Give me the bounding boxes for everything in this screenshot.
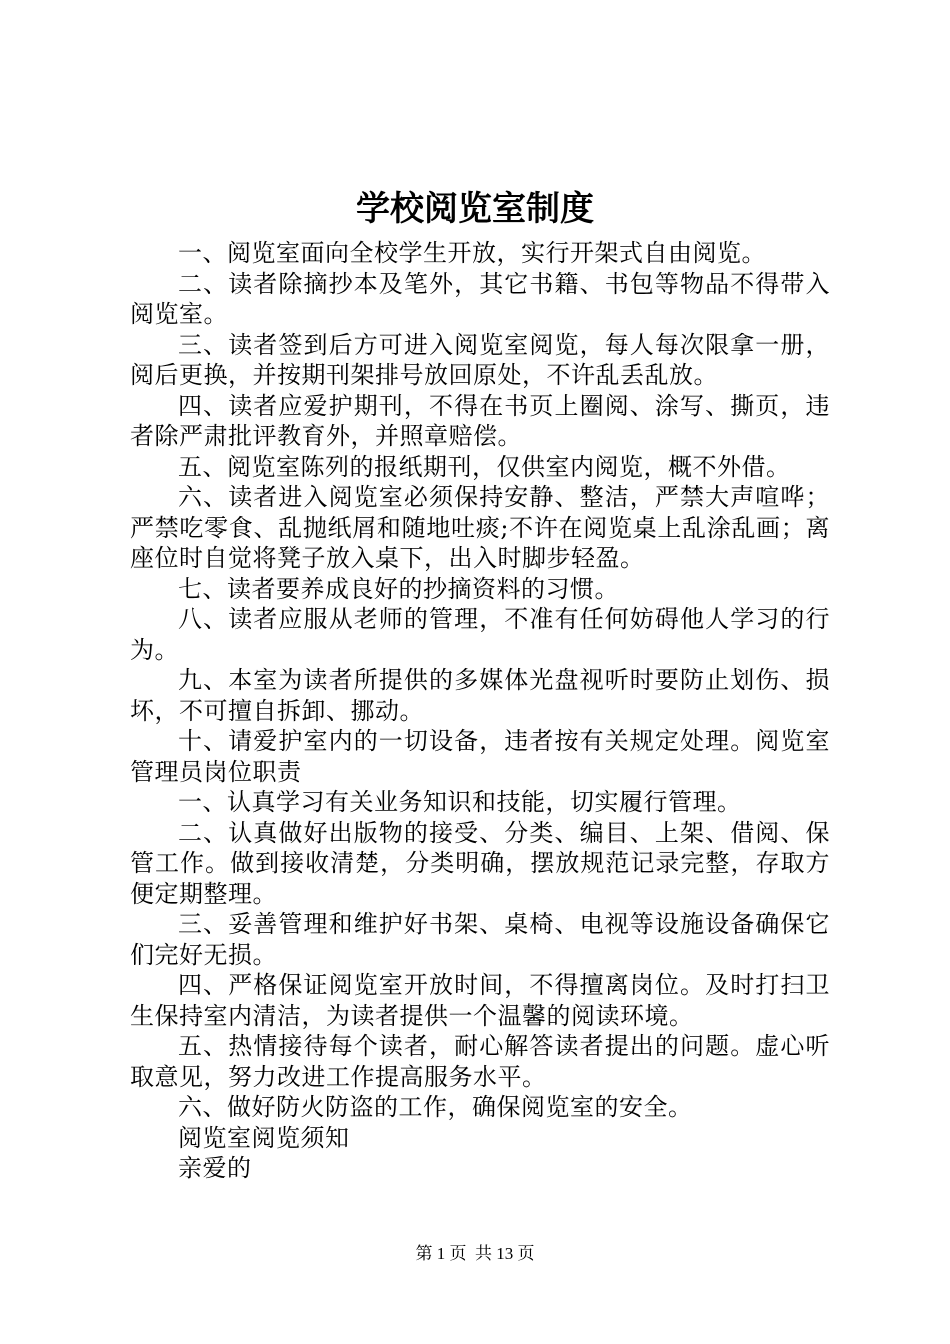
paragraph: 六、读者进入阅览室必须保持安静、整洁，严禁大声喧哗；严禁吃零食、乱抛纸屑和随地吐痰;不许在阅览桌上乱涂乱画；离座位时自觉将凳子放入桌下，出入时脚步轻盈。 [130, 483, 830, 572]
page-footer [0, 1242, 950, 1266]
page-number: 第 1 页 [415, 1244, 467, 1263]
paragraph: 四、严格保证阅览室开放时间，不得擅离岗位。及时打扫卫生保持室内清洁，为读者提供一个温馨的阅读环境。 [130, 971, 830, 1030]
paragraph: 二、认真做好出版物的接受、分类、编目、上架、借阅、保管工作。做到接收清楚，分类明确，摆放规范记录完整，存取方便定期整理。 [130, 818, 830, 908]
paragraph: 三、妥善管理和维护好书架、桌椅、电视等设施设备确保它们完好无损。 [130, 910, 830, 969]
paragraph: 一、认真学习有关业务知识和技能，切实履行管理。 [178, 788, 742, 816]
paragraph: 二、读者除摘抄本及笔外，其它书籍、书包等物品不得带入阅览室。 [130, 269, 830, 328]
paragraph: 十、请爱护室内的一切设备，违者按有关规定处理。阅览室管理员岗位职责 [130, 727, 830, 786]
paragraph: 三、读者签到后方可进入阅览室阅览，每人每次限拿一册，阅后更换，并按期刊架排号放回原处，不许乱丢乱放。 [130, 330, 830, 389]
paragraph: 阅览室阅览须知 [178, 1123, 350, 1152]
paragraph: 四、读者应爱护期刊，不得在书页上圈阅、涂写、撕页，违者除严肃批评教育外，并照章赔偿。 [130, 391, 830, 450]
paragraph: 九、本室为读者所提供的多媒体光盘视听时要防止划伤、损坏，不可擅自拆卸、挪动。 [130, 666, 830, 725]
paragraph: 亲爱的 [178, 1154, 252, 1182]
document-body [130, 238, 830, 1184]
paragraph: 八、读者应服从老师的管理，不准有任何妨碍他人学习的行为。 [130, 605, 830, 664]
paragraph: 一、阅览室面向全校学生开放，实行开架式自由阅览。 [178, 239, 766, 267]
paragraph: 五、阅览室陈列的报纸期刊，仅供室内阅览，概不外借。 [178, 452, 791, 481]
paragraph: 七、读者要养成良好的抄摘资料的习惯。 [178, 574, 619, 603]
document-title: 学校阅览室制度 [356, 189, 594, 229]
paragraph: 六、做好防火防盗的工作，确保阅览室的安全。 [178, 1093, 693, 1121]
page-total: 共 13 页 [475, 1244, 535, 1263]
paragraph: 五、热情接待每个读者，耐心解答读者提出的问题。虚心听取意见，努力改进工作提高服务水平。 [130, 1032, 830, 1091]
